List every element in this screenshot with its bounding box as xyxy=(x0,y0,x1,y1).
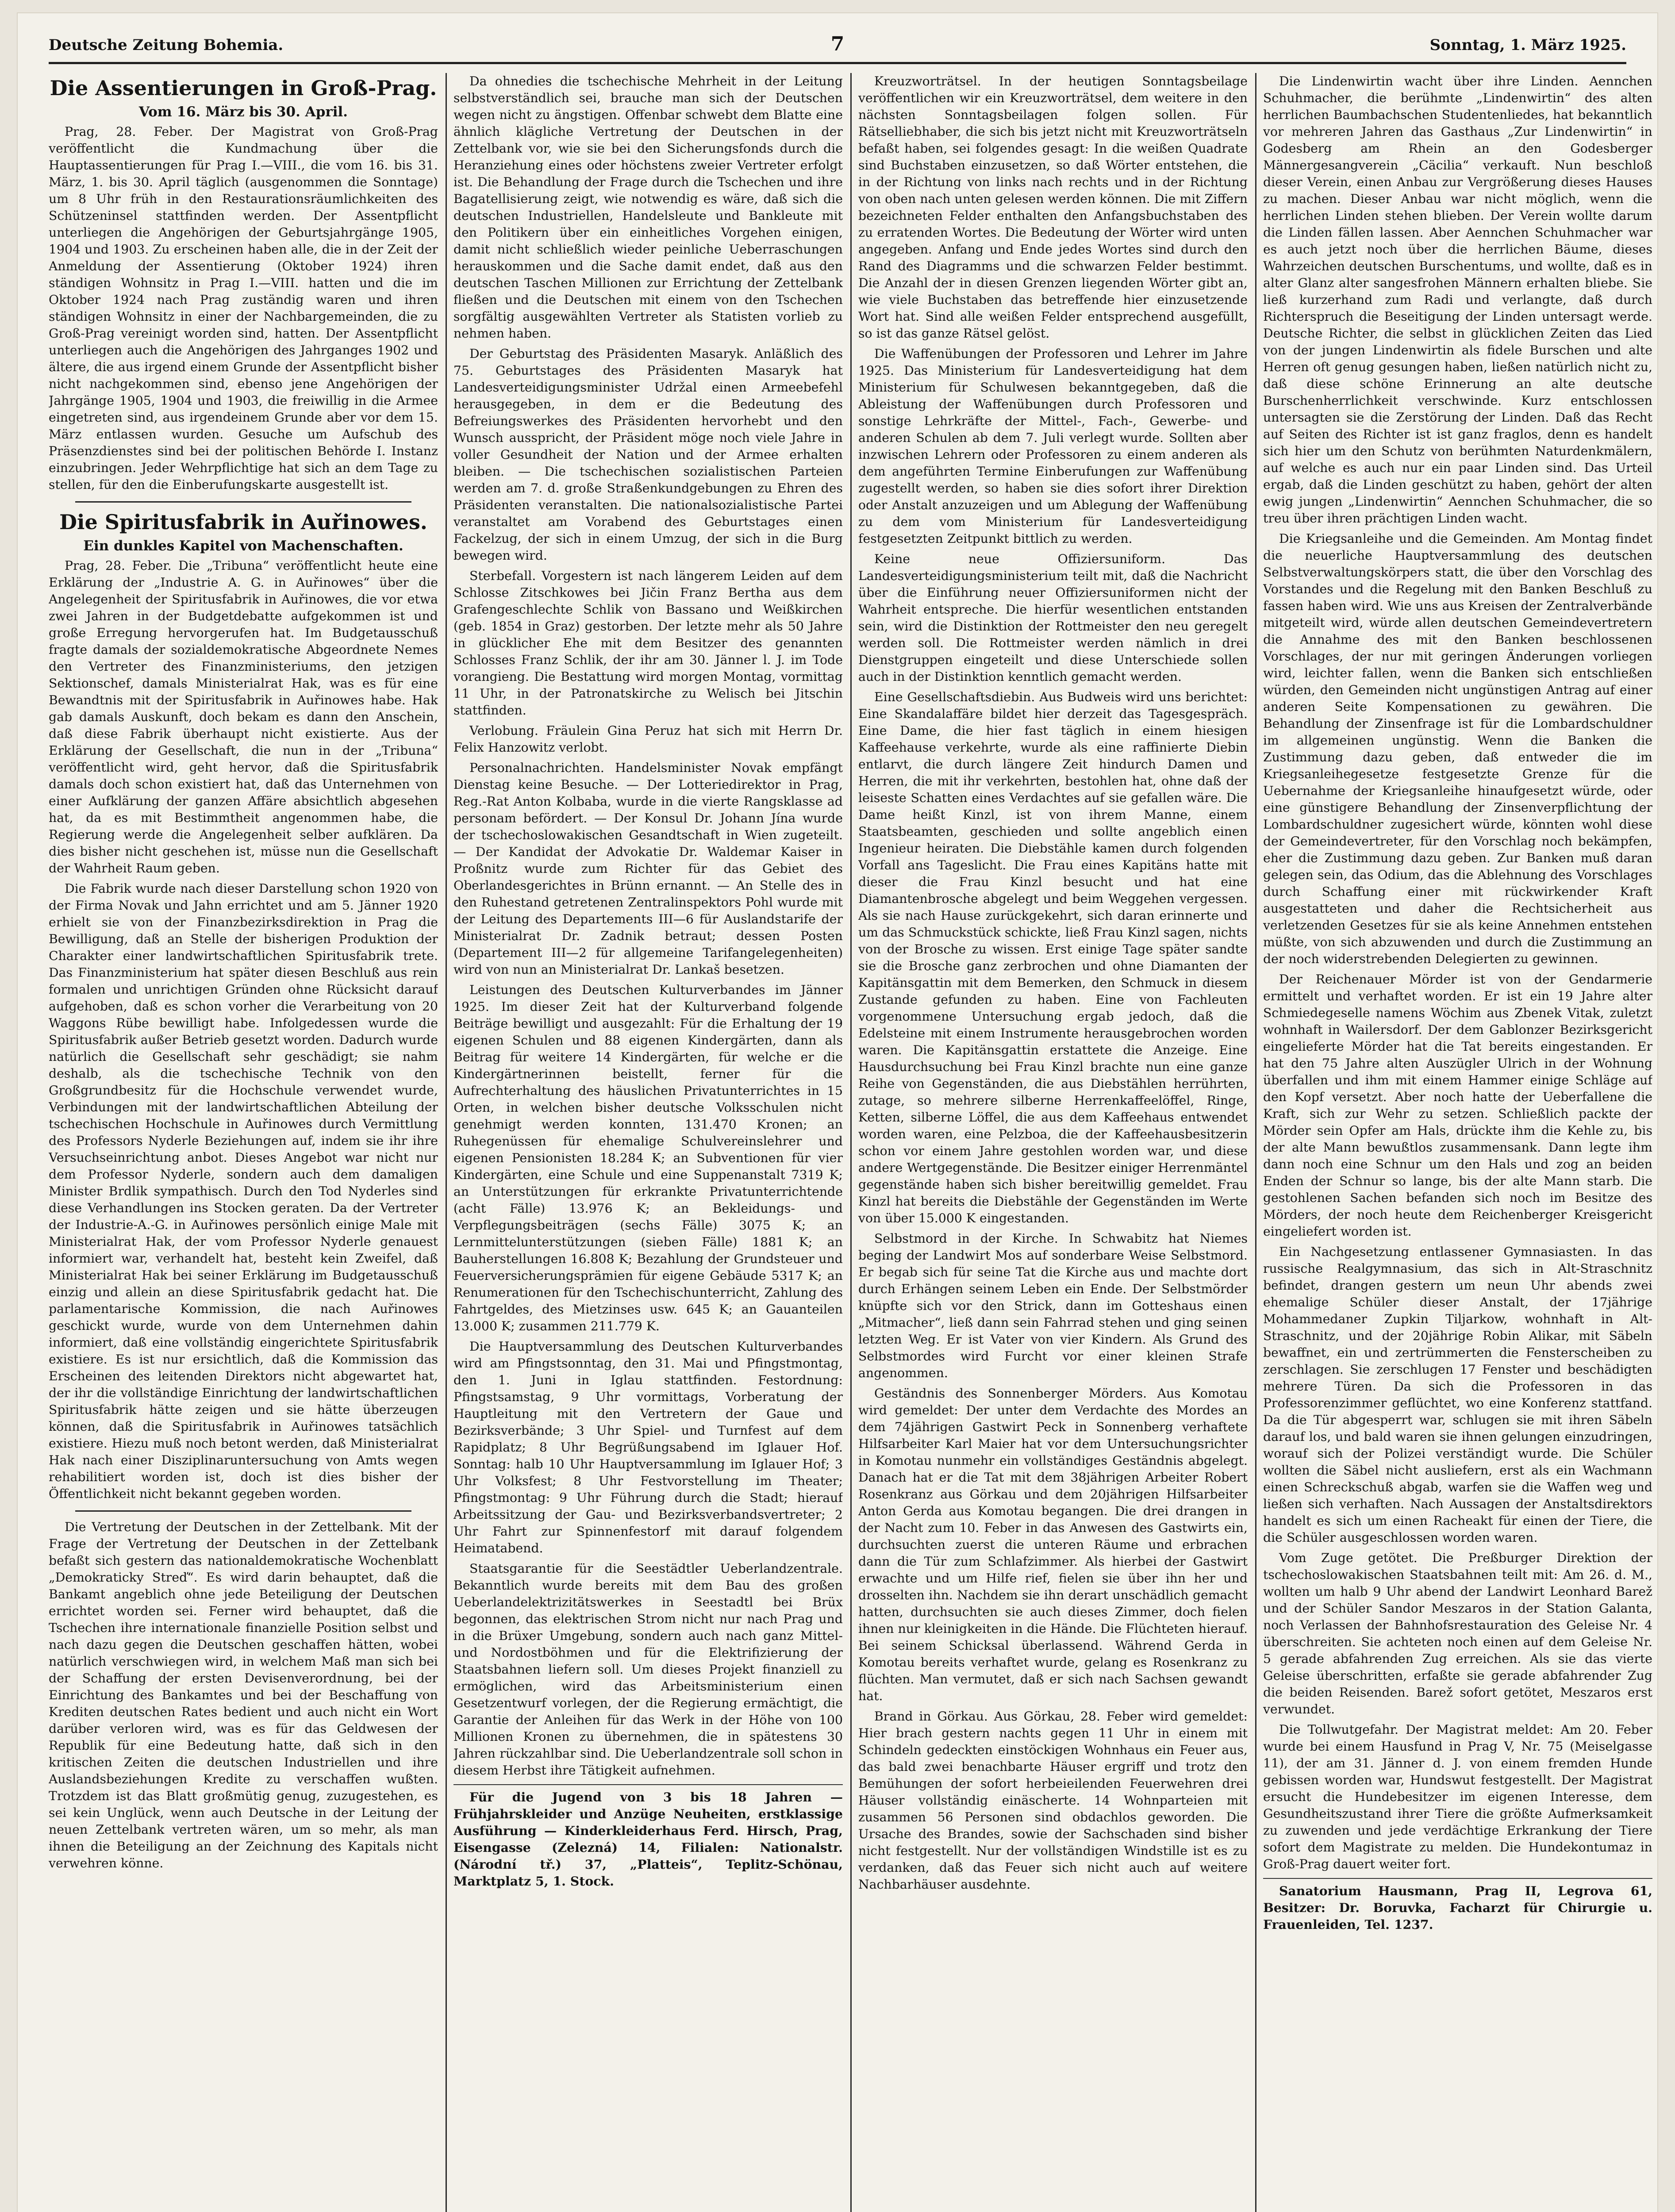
page-number: 7 xyxy=(830,33,845,55)
article-paragraph: Die Tollwutgefahr. Der Magistrat meldet: Am 20. Feber wurde bei einem Hausfund in Prag V, Nr. 75 (Meiselgasse 11), der am 31. Jänner d. J. von einem fremden Hunde gebissen worden war, Hundswut festgestellt. Der Magistrat ersucht die Hundebesitzer im eigenen Interesse, dem Gesundheitszustand ihrer Tiere die größte Aufmerksamkeit zu zuwenden und jede verdächtige Erkrankung der Tiere sofort dem Magistrate zu melden. Die Hundekontumaz in Groß-Prag dauert weiter fort. xyxy=(1263,1722,1652,1871)
article-paragraph: Die Hauptversammlung des Deutschen Kulturverbandes wird am Pfingstsonntag, den 31. Mai und Pfingstmontag, den 1. Juni in Iglau stattfinden. Festordnung: Pfingstsamstag, 9 Uhr vormittags, Vorberatung der Hauptleitung mit den Vertretern der Gaue und Bezirksverbände; 3 Uhr Spiel- und Turnfest auf dem Rapidplatz; 8 Uhr Begrüßungsabend im Iglauer Hof. Sonntag: halb 10 Uhr Hauptversammlung im Iglauer Hof; 3 Uhr Volksfest; 8 Uhr Festvorstellung im Theater; Pfingstmontag: 9 Uhr Führung durch die Stadt; hierauf Arbeitssitzung der Gau- und Bezirksverbandsvertreter; 2 Uhr Fahrt zur Spinnenfestorf mit darauf folgendem Heimatabend. xyxy=(453,1339,843,1555)
article-paragraph: Die Vertretung der Deutschen in der Zettelbank. Mit der Frage der Vertretung der Deutschen in der Zettelbank befaßt sich gestern das nationaldemokratische Wochenblatt „Demokraticky Streď“. Es wird darin behauptet, daß die Bankamt angeblich ohne jede Beteiligung der Deutschen errichtet worden sei. Ferner wird behauptet, daß die Tschechen ihre internationale finanzielle Position selbst und nach dazu gegen die Deutschen geschaffen hätten, wobei natürlich verschwiegen wird, in welchem Maß man sich bei der Schaffung der ersten Devisenverordnung, bei der Einrichtung des Bankamtes und bei der Beschaffung von Krediten deutschen Rates bedient und auch nicht ein Wort darüber verloren wird, was es für das Geldwesen der Republik für eine Bedeutung hatte, daß sich in den kritischen Zeiten die deutschen Industriellen und ihre Auslandsbeziehungen Kredite zu verschaffen wußten. Trotzdem ist das Blatt großmütig genug, zuzugestehen, es sei kein Unglück, wenn auch Deutsche in der Leitung der neuen Zettelbank vertreten wären, um so mehr, als man ihnen die Beteiligung an der Zeichnung des Kapitals nicht verwehren könne. xyxy=(49,1520,438,1870)
article-paragraph: Der Reichenauer Mörder ist von der Gendarmerie ermittelt und verhaftet worden. Er ist ein 19 Jahre alter Schmiedegeselle namens Wöchim aus Zbenek Vitak, zuletzt wohnhaft in Wailersdorf. Der dem Gablonzer Bezirksgericht eingelieferte Mörder hat die Tat bereits eingestanden. Er hat den 75 Jahre alten Auszügler Ulrich in der Wohnung überfallen und ihm mit einem Hammer einige Schläge auf den Kopf versetzt. Aber noch hatte der Ueberfallene die Kraft, sich zur Wehr zu setzen. Schließlich packte der Mörder sein Opfer am Hals, drückte ihm die Kehle zu, bis der alte Mann bewußtlos zusammensank. Dann legte ihm dann noch eine Schnur um den Hals und zog an beiden Enden der Schnur so lange, bis der alte Mann starb. Die gestohlenen Sachen befanden sich noch im Besitze des Mörders, der noch heute dem Reichenberger Kreisgericht eingeliefert worden ist. xyxy=(1263,972,1652,1239)
article-paragraph: Da ohnedies die tschechische Mehrheit in der Leitung selbstverständlich sei, brauche man sich der Deutschen wegen nicht zu ängstigen. Offenbar schwebt dem Blatte eine ähnlich klägliche Vertretung der Deutschen in der Zettelbank vor, wie sie bei den Sicherungsfonds durch die Heranziehung eines oder höchstens zweier Vertreter erfolgt ist. Die Behandlung der Frage durch die Tschechen und ihre Bagatellisierung zeigt, wie notwendig es wäre, daß sich die deutschen Industriellen, Handelsleute und Bankleute mit den Politikern über ein einheitliches Vorgehen einigen, damit nicht schließlich wieder peinliche Ueberraschungen herauskommen und die Sache damit endet, daß aus den deutschen Taschen Millionen zur Errichtung der Zettelbank fließen und die Deutschen mit einem von den Tschechen sorgfältig ausgewählten Vertreter als Statisten vorlieb zu nehmen haben. xyxy=(453,74,843,341)
article-paragraph: Leistungen des Deutschen Kulturverbandes im Jänner 1925. Im dieser Zeit hat der Kulturverband folgende Beiträge bewilligt und ausgezahlt: Für die Erhaltung der 19 eigenen Schulen und 88 eigenen Kindergärten, dann als Beitrag für weitere 14 Kindergärten, für welche er die Kindergärtnerinnen beistellt, ferner für die Aufrechterhaltung des häuslichen Privatunterrichtes in 15 Orten, in welchen bisher deutsche Volksschulen nicht genehmigt werden konnten, 131.470 Kronen; an Ruhegenüssen für ehemalige Schulvereinslehrer und eigenen Pensionisten 18.284 K; an Subventionen für vier Kindergärten, eine Schule und eine Suppenanstalt 7319 K; an Unterstützungen für erkrankte Privatunterrichtende (acht Fälle) 13.976 K; an Bekleidungs- und Verpflegungsbeiträgen (sechs Fälle) 3075 K; an Lernmittelunterstützungen (sieben Fälle) 1881 K; an Bauherstellungen 16.808 K; Bezahlung der Grundsteuer und Feuerversicherungsprämien für eigene Gebäude 5317 K; an Renumerationen für den Tschechischunterricht, Zahlung des Fahrtgeldes, des Mietzinses usw. 645 K; an Gauanteilen 13.000 K; zusammen 211.779 K. xyxy=(453,983,843,1333)
article-body: Prag, 28. Feber. Der Magistrat von Groß-Prag veröffentlicht die Kundmachung über die Hauptassentierungen für Prag I.—VIII., die vom 16. bis 31. März, 1. bis 30. April täglich (ausgenommen die Sonntage) um 8 Uhr früh in den Restaurationsräumlichkeiten des Schützeninsel stattfinden werden. Der Assentpflicht unterliegen die Angehörigen der Geburtsjahrgänge 1905, 1904 und 1903. Zu erscheinen haben alle, die in der Zeit der Anmeldung der Assentierung (Oktober 1924) ihren ständigen Wohnsitz in Prag I.—VIII. hatten und die im Oktober 1924 nach Prag zuständig waren und ihren ständigen Wohnsitz in einer der Nachbargemeinden, die zu Groß-Prag vereinigt worden sind, hatten. Der Assentpflicht unterliegen auch die Angehörigen des Jahrganges 1902 und ältere, die aus irgend einem Grunde der Assentpflicht bisher nicht nachgekommen sind, ebenso jene Angehörigen der Jahrgänge 1905, 1904 und 1903, die freiwillig in die Armee eingetreten sind, aus irgendeinem Grunde aber vor dem 15. März entlassen wurden. Gesuche um Aufschub des Präsenzdienstes sind bei der politischen Behörde I. Instanz einzubringen. Jeder Wehrpflichtige hat sich an dem Tage zu stellen, für den die Einberufungskarte ausgestellt ist. xyxy=(49,124,438,492)
column-2 xyxy=(453,73,843,2212)
publication-name: Deutsche Zeitung Bohemia. xyxy=(49,36,284,54)
column-rule xyxy=(850,73,852,2212)
issue-date: Sonntag, 1. März 1925. xyxy=(1429,36,1626,54)
running-head xyxy=(49,31,1626,64)
article-dateline: Vom 16. März bis 30. April. xyxy=(138,104,348,120)
column-4 xyxy=(1263,73,1652,2212)
newspaper-page xyxy=(18,13,1657,2212)
article-paragraph: Kreuzworträtsel. In der heutigen Sonntagsbeilage veröffentlichen wir ein Kreuzworträtsel, dem weitere in den nächsten Sonntagsbeilagen folgen sollen. Für Rätselliebhaber, die sich bis jetzt nicht mit Kreuzworträtseln befaßt haben, sei folgendes gesagt: In die weißen Quadrate sind Buchstaben einzusetzen, so daß Wörter entstehen, die in der Richtung von links nach rechts und in der Richtung von oben nach unten gelesen werden können. Die mit Ziffern bezeichneten Felder enthalten den Anfangsbuchstaben des zu erratenden Wortes. Die Bedeutung der Wörter wird unten angegeben. Anfang und Ende jedes Wortes sind durch den Rand des Diagramms und die schwarzen Felder bestimmt. Die Anzahl der in diesen Grenzen liegenden Wörter gibt an, wie viele Buchstaben das betreffende hier einzusetzende Wort hat. Sind alle weißen Felder entsprechend ausgefüllt, so ist das ganze Rätsel gelöst. xyxy=(858,74,1248,341)
article-headline: Die Spiritusfabrik in Auřinowes. xyxy=(59,510,427,534)
article-paragraph: Brand in Görkau. Aus Görkau, 28. Feber wird gemeldet: Hier brach gestern nachts gegen 11 Uhr in einem mit Schindeln gedeckten einstöckigen Wohnhaus ein Feuer aus, das bald zwei benachbarte Häuser ergriff und trotz den Bemühungen der sofort herbeieilenden Feuerwehren drei Häuser vollständig einäscherte. 14 Wohnparteien mit zusammen 56 Personen sind obdachlos geworden. Die Ursache des Brandes, sowie der Sachschaden sind bisher nicht festgestellt. Nur der vollständigen Windstille ist es zu verdanken, daß das Feuer sich nicht auch auf weitere Nachbarhäuser ausdehnte. xyxy=(858,1709,1248,1892)
article-paragraph: Prag, 28. Feber. Die „Tribuna“ veröffentlicht heute eine Erklärung der „Industrie A. G. in Auřinowes“ über die Angelegenheit der Spiritusfabrik in Auřinowes, die vor etwa zwei Jahren in der Budgetdebatte aufgekommen ist und große Erregung hervorgerufen hat. Im Budgetausschuß fragte damals der sozialdemokratische Abgeordnete Nemes den Vertreter des Finanzministeriums, den jetzigen Sektionschef, damals Ministerialrat Hak, was es für eine Bewandtnis mit der Spiritusfabrik in Auřinowes habe. Hak gab damals Auskunft, doch bekam es dann den Anschein, daß diese Fabrik überhaupt nicht existierte. Aus der Erklärung der Gesellschaft, die nun in der „Tribuna“ veröffentlicht wird, geht hervor, daß die Spiritusfabrik damals doch schon existiert hat, daß das Unternehmen von einer Aufklärung der ganzen Affäre absichtlich abgesehen hat, da es mit Bestimmtheit angenommen habe, die Regierung werde die Angelegenheit selber aufklären. Da dies bisher nicht geschehen ist, müsse nun die Gesellschaft der Wahrheit Raum geben. xyxy=(49,558,438,876)
column-rule xyxy=(446,73,447,2212)
article-paragraph: Keine neue Offiziersuniform. Das Landesverteidigungsministerium teilt mit, daß die Nachricht über die Einführung neuer Offiziersuniformen nicht der Wahrheit entspreche. Die hierfür wesentlichen entstanden sein, wird die Distinktion der Rottmeister den neu geregelt werden soll. Die Rottmeister werden nämlich in drei Dienstgruppen eingeteilt und diese Unterschiede sollen auch in der Distinktion kenntlich gemacht werden. xyxy=(858,552,1248,684)
article-subheadline: Ein dunkles Kapitel von Machenschaften. xyxy=(83,538,403,554)
article-paragraph: Geständnis des Sonnenberger Mörders. Aus Komotau wird gemeldet: Der unter dem Verdachte des Mordes an dem 74jährigen Gastwirt Peck in Sonnenberg verhaftete Hilfsarbeiter Karl Maier hat vor dem Untersuchungsrichter in Komotau nunmehr ein vollständiges Geständnis abgelegt. Danach hat er die Tat mit dem 38jährigen Arbeiter Robert Rosenkranz aus Görkau und dem 20jährigen Hilfsarbeiter Anton Gerda aus Komotau begangen. Die drei drangen in der Nacht zum 10. Feber in das Anwesen des Gastwirts ein, durchsuchten zuerst die unteren Räume und erbrachen dann die Tür zum Schlafzimmer. Als hierbei der Gastwirt erwachte und um Hilfe rief, fielen sie über ihn her und drosselten ihn. Nachdem sie ihn derart unschädlich gemacht hatten, durchsuchten sie auch dieses Zimmer, doch fielen ihnen nur kleinigkeiten in die Hände. Die Flüchteten hierauf. Bei seinem Schicksal überlassend. Während Gerda in Komotau bereits verhaftet wurde, gelang es Rosenkranz zu flüchten. Man vermutet, daß er sich nach Sachsen gewandt hat. xyxy=(858,1386,1248,1703)
advertisement: Sanatorium Hausmann, Prag II, Legrova 61, Besitzer: Dr. Boruvka, Facharzt für Chirurgie u. Frauenleiden, Tel. 1237. xyxy=(1263,1878,1652,1933)
article-paragraph: Verlobung. Fräulein Gina Peruz hat sich mit Herrn Dr. Felix Hanzowitz verlobt. xyxy=(453,723,843,755)
column-1 xyxy=(49,73,438,2212)
article-paragraph: Die Fabrik wurde nach dieser Darstellung schon 1920 von der Firma Novak und Jahn errichtet und am 5. Jänner 1920 erhielt sie von der Finanzbezirksdirektion in Prag die Bewilligung, daß an Stelle der bisherigen Produktion der Charakter einer landwirtschaftlichen Spiritusfabrik trete. Das Finanzministerium hat später diesen Beschluß aus rein formalen und unrichtigen Gründen ohne Rücksicht darauf aufgehoben, daß es schon vorher die Verarbeitung von 20 Waggons Rübe bewilligt habe. Infolgedessen wurde die Spiritusfabrik außer Betrieb gesetzt worden. Dadurch wurde natürlich die Gesellschaft sehr geschädigt; sie nahm deshalb, als die tschechische Technik von den Großgrundbesitz für die Hochschule verwendet wurde, Verbindungen mit der landwirtschaftlichen Abteilung der tschechischen Hochschule in Auřinowes durch Vermittlung des Professors Nyderle Beziehungen auf, indem sie ihr ihre Versuchseinrichtung anbot. Dieses Angebot war nicht nur dem Professor Nyderle, sondern auch dem damaligen Minister Brdlik sympathisch. Durch den Tod Nyderles sind diese Verhandlungen ins Stocken geraten. Da der Vertreter der Industrie-A.-G. in Auřinowes persönlich einige Male mit Ministerialrat Hak, der vom Professor Nyderle genauest informiert war, verhandelt hat, besteht kein Zweifel, daß Ministerialrat Hak bei seiner Erklärung im Budgetausschuß einzig und allein an diese Spiritusfabrik gedacht hat. Die parlamentarische Kommission, die nach Auřinowes geschickt wurde, wurde von dem Unternehmen dahin informiert, daß eine vollständig eingerichtete Spiritusfabrik existiere. Es ist nur ersichtlich, daß die Kommission das Erscheinen des leitenden Direktors nicht abgewartet hat, der ihr die vollständige Einrichtung der landwirtschaftlichen Spiritusfabrik hätte zeigen und sie hätte überzeugen können, daß die Spiritusfabrik in Auřinowes tatsächlich existiere. Hiezu muß noch betont werden, daß Ministerialrat Hak nach einer Disziplinaruntersuchung von Amts wegen rehabilitiert worden ist, doch ist dies bisher der Öffentlichkeit nicht bekannt gegeben worden. xyxy=(49,881,438,1501)
article-paragraph: Ein Nachgesetzung entlassener Gymnasiasten. In das russische Realgymnasium, das sich in Alt-Straschnitz befindet, drangen gestern um neun Uhr abends zwei ehemalige Schüler dieser Anstalt, der 17jährige Mohammedaner Zupkin Tiljarkow, wohnhaft in Alt-Straschnitz, und der 20jährige Robin Alikar, mit Säbeln bewaffnet, ein und zertrümmerten die Fensterscheiben zu zerschlagen. Sie zerschlugen 17 Fenster und beschädigten mehrere Türen. Da sich die Professoren in das Professorenzimmer geflüchtet, wo eine Konferenz stattfand. Da die Tür abgesperrt war, schlugen sie mit ihren Säbeln darauf los, und bald waren sie ihnen gelungen einzudringen, worauf sich der Polizei verständigt wurde. Die Schüler wollten die Säbel nicht ausliefern, erst als ein Wachmann einen Schreckschuß abgab, warfen sie die Waffen weg und ließen sich verhaften. Nach Aussagen der Anstaltsdirektors handelt es sich um einen Racheakt für einen der Tiere, die die Schüler ausgeschlossen worden waren. xyxy=(1263,1244,1652,1545)
article-paragraph: Der Geburtstag des Präsidenten Masaryk. Anläßlich des 75. Geburtstages des Präsidenten Masaryk hat Landesverteidigungsminister Udržal einen Armeebefehl herausgegeben, in dem er die Bedeutung des Befreiungswerkes des Präsidenten hervorhebt und den Wunsch ausspricht, der Präsident möge noch viele Jahre in voller Gesundheit der Nation und der Armee erhalten bleiben. — Die tschechischen sozialistischen Parteien werden am 7. d. große Straßenkundgebungen zu Ehren des Präsidenten veranstalten. Die nationalsozialistische Partei veranstaltet am Vorabend des Geburtstages einen Fackelzug, der sich in einem Umzug, der sich in die Burg bewegen wird. xyxy=(453,346,843,563)
article-paragraph: Staatsgarantie für die Seestädtler Ueberlandzentrale. Bekanntlich wurde bereits mit dem Bau des großen Ueberlandelektrizitätswerkes in Seestadtl bei Brüx begonnen, das elektrischen Strom nicht nur nach Prag und in die Brüxer Umgebung, sondern auch nach ganz Mittel- und Nordostböhmen und für die Elektrifizierung der Staatsbahnen liefern soll. Um dieses Projekt finanziell zu ermöglichen, wird das Arbeitsministerium einen Gesetzentwurf vorlegen, der die Regierung ermächtigt, die Garantie der Anleihen für das Werk in der Höhe von 100 Millionen Kronen zu übernehmen, die in spätestens 30 Jahren rückzahlbar sind. Die Ueberlandzentrale soll schon in diesem Herbst ihre Tätigkeit aufnehmen. xyxy=(453,1561,843,1778)
article-paragraph: Die Kriegsanleihe und die Gemeinden. Am Montag findet die neuerliche Hauptversammlung des deutschen Selbstverwaltungskörpers statt, die über den Vorschlag des Vorstandes und die Regelung mit den Banken Beschluß zu fassen haben wird. Wie uns aus Kreisen der Zentralverbände mitgeteilt wird, würde allen deutschen Gemeindevertretern die Annahme des mit den Banken beschlossenen Vorschlages, der nur mit geringen Änderungen vorliegen wird, leichter fallen, wenn die Banken sich entschließen würden, den Gemeinden nicht ungünstigen Antrag auf einer anderen Seite Kompensationen zu gewähren. Die Behandlung der Zinsenfrage ist für die Lombardschuldner im allgemeinen ungünstig. Wenn die Banken die Zustimmung dazu geben, daß entweder die im Kriegsanleihegesetze festgesetzte Grenze für die Uebernahme der Kriegsanleihe hinaufgesetzt würde, oder eine günstigere Behandlung der Zinsenverpflichtung der Lombardschuldner zugesichert würde, könnten wohl diese der Gemeindevertreter, für den Vorschlag noch bekämpfen, eher die Zustimmung dazu geben. Zur Banken muß daran gelegen sein, das Odium, das die Ablehnung des Vorschlages durch Schaffung einer mit rückwirkender Kraft ausgestatteten und daher die Rechtsicherheit aus verletzenden Gesetzes für sie als keine Annehmen entstehen müßte, von sich abzuwenden und durch die Zustimmung an der noch widerstrebenden Delegierten zu gewinnen. xyxy=(1263,531,1652,966)
advertisement: Für die Jugend von 3 bis 18 Jahren — Frühjahrskleider und Anzüge Neuheiten, erstklassige Ausführung — Kinderkleiderhaus Ferd. Hirsch, Prag, Eisengasse (Zelezná) 14, Filialen: Nationalstr. (Národní tř.) 37, „Platteis“, Teplitz-Schönau, Marktplatz 5, 1. Stock. xyxy=(453,1784,843,1889)
article-paragraph: Vom Zuge getötet. Die Preßburger Direktion der tschechoslowakischen Staatsbahnen teilt mit: Am 26. d. M., wollten um halb 9 Uhr abend der Landwirt Leonhard Barež und der Schüler Sandor Meszaros in der Station Galanta, noch Verlassen der Bahnhofsrestauration des Geleise Nr. 4 überschreiten. Sie achteten noch einen auf dem Geleise Nr. 5 gerade abfahrenden Zug erreichen. Als sie das vierte Geleise überschritten, erfaßte sie gerade abfahrender Zug die beiden Reisenden. Barež sofort getötet, Meszaros erst verwundet. xyxy=(1263,1551,1652,1717)
article-headline: Die Assentierungen in Groß-Prag. xyxy=(50,76,437,100)
column-rule xyxy=(1255,73,1256,2212)
article-paragraph: Die Lindenwirtin wacht über ihre Linden. Aennchen Schuhmacher, die berühmte „Lindenwirtin“ des alten herrlichen Baumbachschen Studentenliedes, hat bekanntlich vor mehreren Jahren das Gasthaus „Zur Lindenwirtin“ in Godesberg am Rhein an den Godesberger Männergesangverein „Cäcilia“ verkauft. Nun beschloß dieser Verein, einen Anbau zur Vergrößerung dieses Hauses zu machen. Dieser Anbau war nicht möglich, wenn die herrlichen Linden stehen blieben. Der Verein wollte darum die Linden fällen lassen. Aber Aennchen Schuhmacher war es auch jetzt noch über die herrlichen Bäume, dieses Wahrzeichen deutschen Burschentums, und wollte, daß es in alter Glanz alter sangesfrohen Männern erhalten bliebe. Sie ließ kurzerhand zum Radi und verlangte, daß durch Richterspruch die Beseitigung der Linden untersagt werde. Deutsche Richter, die selbst in glücklichen Zeiten das Lied von der jungen Lindenwirtin als fidele Burschen und alte Herren oft genug gesungen haben, ließen natürlich nicht zu, daß diese schöne Erinnerung an alte deutsche Burschenherrlichkeit verschwinde. Kurz entschlossen untersagten sie die Zerstörung der Linden. Daß das Recht auf Seiten des Richter ist ist ganz fraglos, denn es handelt sich hier um den Schutz von berühmten Naturdenkmälern, auf welche es auch nur ein paar Linden sind. Das Urteil ergab, daß die Linden geschützt zu haben, gehört der alten ewig jungen „Lindenwirtin“ Aennchen Schuhmacher, die so treu über ihren prächtigen Linden wacht. xyxy=(1263,74,1652,526)
article-paragraph: Die Waffenübungen der Professoren und Lehrer im Jahre 1925. Das Ministerium für Landesverteidigung hat dem Ministerium für Schulwesen bekanntgegeben, daß die Ableistung der Waffenübungen durch Professoren und sonstige Lehrkräfte der Mittel-, Fach-, Gewerbe- und anderen Schulen ab dem 7. Juli verlegt wurde. Sollten aber inzwischen Lehrern oder Professoren zu einem anderen als dem angeführten Termine Einberufungen zur Waffenübung zugestellt werden, so haben sie dies sofort ihrer Direktion oder Anstalt anzuzeigen und um Ablegung der Waffenübung zu dem vom Ministerium für Landesverteidigung festgesetzten Zeitpunkt bittlich zu werden. xyxy=(858,346,1248,546)
article-paragraph: Personalnachrichten. Handelsminister Novak empfängt Dienstag keine Besuche. — Der Lotteriedirektor in Prag, Reg.-Rat Anton Kolbaba, wurde in die vierte Rangsklasse ad personam befördert. — Der Konsul Dr. Johann Jína wurde der tschechoslowakischen Gesandtschaft in Wien zugeteilt. — Der Kandidat der Advokatie Dr. Waldemar Kaiser in Proßnitz wurde zum Richter für das Gebiet des Oberlandesgerichtes in Brünn ernannt. — An Stelle des in den Ruhestand getretenen Zentralinspektors Pohl wurde mit der Leitung des Departements III—6 für Auslandstarife der Ministerialrat Dr. Zadnik betraut; dessen Posten (Departement III—2 für allgemeine Tarifangelegenheiten) wird von nun an Ministerialrat Dr. Lankaš besetzen. xyxy=(453,760,843,977)
article-paragraph: Eine Gesellschaftsdiebin. Aus Budweis wird uns berichtet: Eine Skandalaffäre bildet hier derzeit das Tagesgespräch. Eine Dame, die hier fast täglich in einem hiesigen Kaffeehause verkehrte, wurde als eine raffinierte Diebin entlarvt, die durch längere Zeit hindurch Damen und Herren, die mit ihr verkehrten, bestohlen hat, ohne daß der leiseste Schatten eines Verdachtes auf sie gefallen wäre. Die Dame heißt Kinzl, ist von ihrem Manne, einem Staatsbeamten, geschieden und sollte angeblich einen Ingenieur heiraten. Die Diebstähle kamen durch folgenden Vorfall ans Tageslicht. Die Frau eines Kapitäns hatte mit dieser die Frau Kinzl besucht und hat eine Diamantenbrosche abgelegt und beim Weggehen vergessen. Als sie nach Hause zurückgekehrt, sich daran erinnerte und um das Schmuckstück schickte, ließ Frau Kinzl sagen, nichts von der Brosche zu wissen. Erst einige Tage später sandte sie die Brosche ganz zerbrochen und ohne Diamanten der Kapitänsgattin mit dem Bemerken, den Schmuck in diesem Zustande gefunden zu haben. Eine von Fachleuten vorgenommene Untersuchung ergab jedoch, daß die Edelsteine mit einem Instrumente herausgebrochen worden waren. Die Kapitänsgattin erstattete die Anzeige. Eine Hausdurchsuchung bei Frau Kinzl brachte nun eine ganze Reihe von Gegenständen, die aus Diebstählen herrührten, zutage, so mehrere silberne Herrenkaffeelöffel, Ringe, Ketten, silberne Löffel, die aus dem Kaffeehaus entwendet worden waren, eine Pelzboa, die der Kaffeehausbesitzerin schon vor einem Jahre gestohlen worden war, und diese andere Wertgegenstände. Die Besitzer einiger Herrenmäntel gegenstände haben sich bisher bereitwillig gemeldet. Frau Kinzl hat bereits die Diebstähle der Gegenständen im Werte von über 15.000 K eingestanden. xyxy=(858,690,1248,1225)
section-divider xyxy=(75,1510,411,1512)
article-paragraph: Sterbefall. Vorgestern ist nach längerem Leiden auf dem Schlosse Zitschkowes bei Jičin Franz Bertha aus dem Grafengeschlechte Schlik von Bassano und Weißkirchen (geb. 1854 in Graz) gestorben. Der letzte mehr als 50 Jahre in glücklicher Ehe mit dem Besitzer des genannten Schlosses Franz Schlik, der ihr am 30. Jänner l. J. im Tode vorangieng. Die Bestattung wird morgen Montag, vormittag 11 Uhr, in der Patronatskirche zu Welisch bei Jitschin stattfinden. xyxy=(453,568,843,718)
column-3 xyxy=(858,73,1248,2212)
article-paragraph: Selbstmord in der Kirche. In Schwabitz hat Niemes beging der Landwirt Mos auf sonderbare Weise Selbstmord. Er begab sich für seine Tat die Kirche aus und machte dort durch Erhängen seinem Leben ein Ende. Der Selbstmörder knüpfte sich vor den Strick, dann im Gotteshaus einen „Mitmacher“, ließ dann sein Fahrrad stehen und ging seinen letzten Weg. Er ist Vater von vier Kindern. Als Grund des Selbstmordes wird Furcht vor einer kleinen Strafe angenommen. xyxy=(858,1231,1248,1380)
section-divider xyxy=(75,501,411,503)
